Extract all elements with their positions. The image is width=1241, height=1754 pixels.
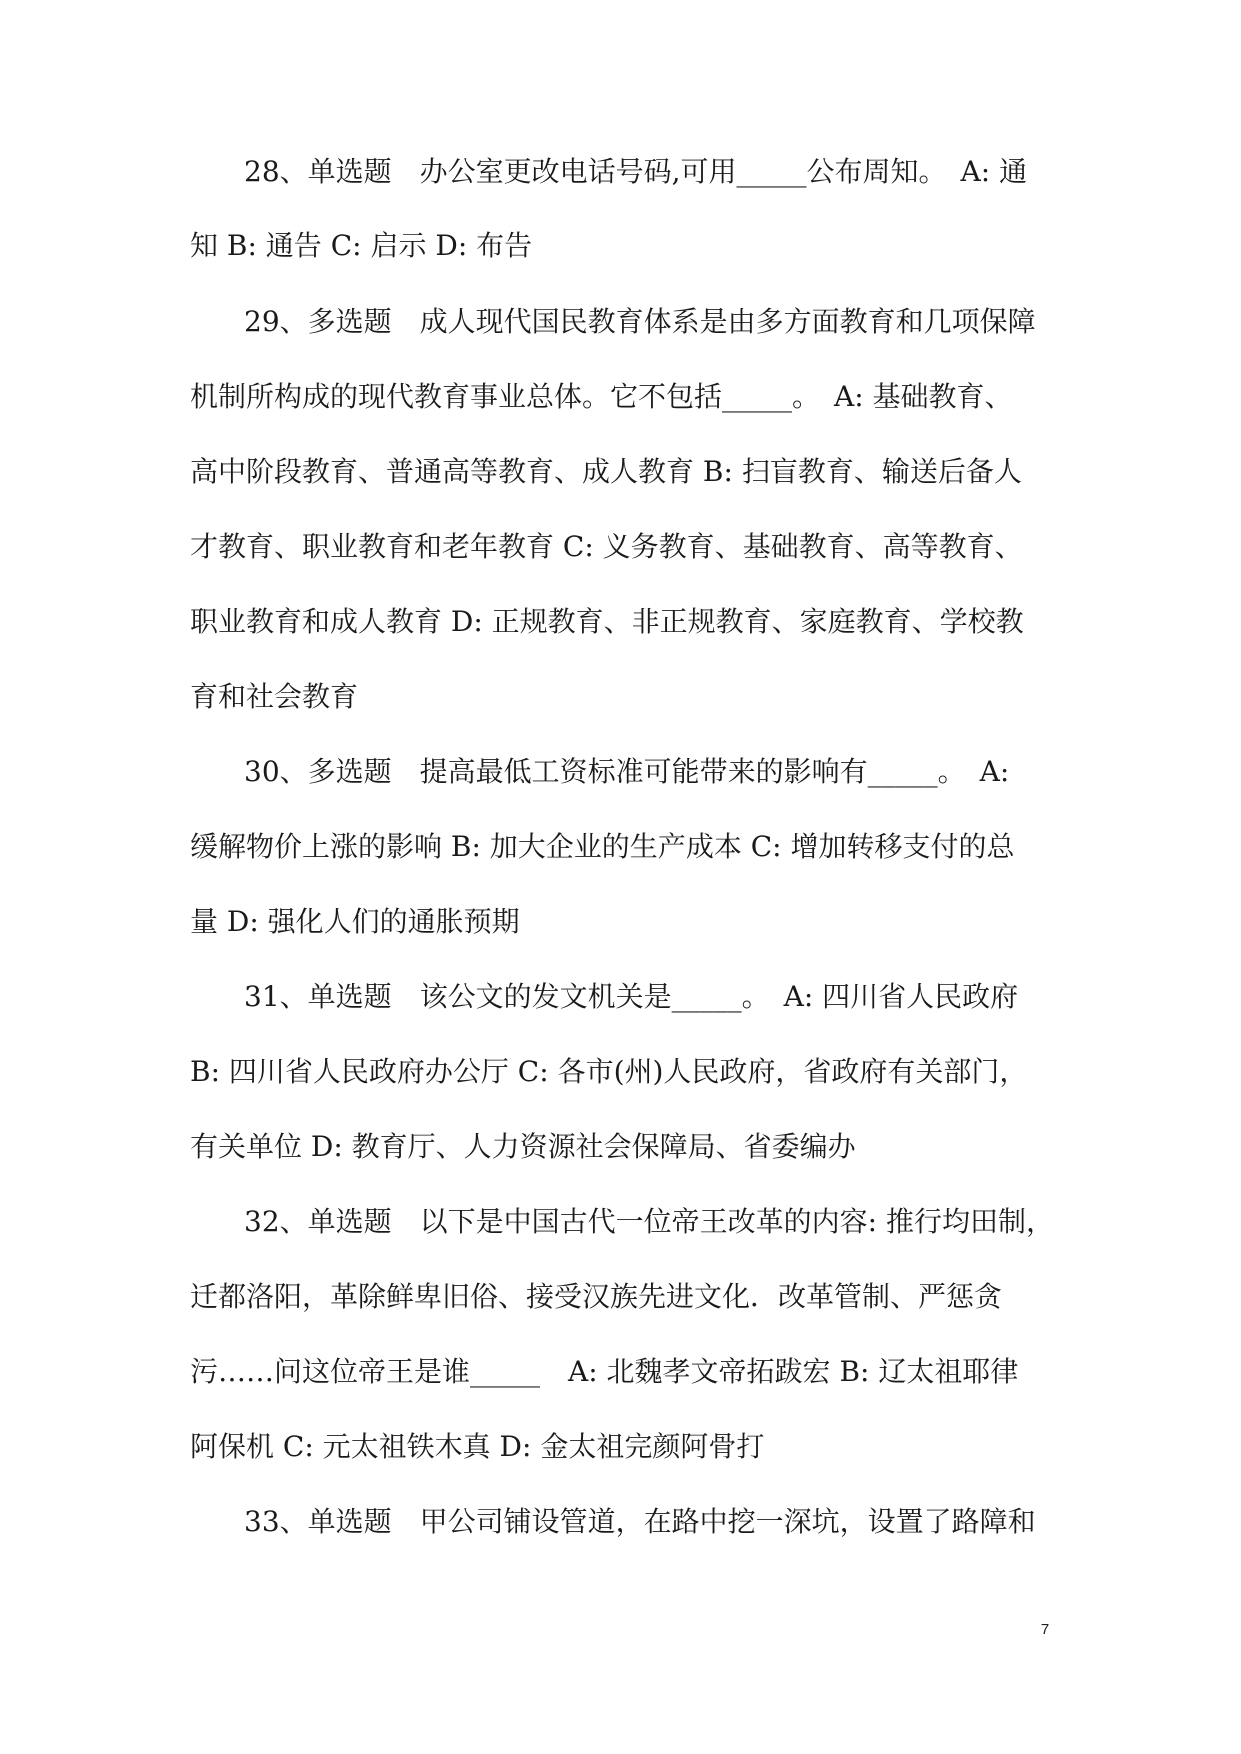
page-number: 7 <box>1040 1621 1050 1638</box>
text-line: 才教育、职业教育和老年教育 C: 义务教育、基础教育、高等教育、 <box>190 530 1023 563</box>
text-line: 知 B: 通告 C: 启示 D: 布告 <box>190 229 533 262</box>
text-line: 污……问这位帝王是谁_____ A: 北魏孝文帝拓跋宏 B: 辽太祖耶律 <box>190 1355 1019 1388</box>
text-line: 机制所构成的现代教育事业总体。它不包括_____。 A: 基础教育、 <box>190 380 1013 413</box>
text-line: 高中阶段教育、普通高等教育、成人教育 B: 扫盲教育、输送后备人 <box>190 455 1022 488</box>
text-line: 迁都洛阳，革除鲜卑旧俗、接受汉族先进文化．改革管制、严惩贪 <box>190 1280 1003 1313</box>
text-line: 有关单位 D: 教育厅、人力资源社会保障局、省委编办 <box>190 1130 856 1163</box>
text-line: 30、多选题 提高最低工资标准可能带来的影响有_____。 A: <box>244 755 1010 788</box>
text-line: 31、单选题 该公文的发文机关是_____。 A: 四川省人民政府 <box>244 980 1019 1013</box>
text-line: 缓解物价上涨的影响 B: 加大企业的生产成本 C: 增加转移支付的总 <box>190 830 1015 863</box>
text-line: B: 四川省人民政府办公厅 C: 各市(州)人民政府，省政府有关部门， <box>190 1055 1028 1088</box>
text-line: 阿保机 C: 元太祖铁木真 D: 金太祖完颜阿骨打 <box>190 1430 765 1463</box>
text-line: 28、单选题 办公室更改电话号码,可用_____公布周知。 A: 通 <box>244 155 1028 188</box>
text-line: 29、多选题 成人现代国民教育体系是由多方面教育和几项保障 <box>244 305 1036 338</box>
text-line: 32、单选题 以下是中国古代一位帝王改革的内容: 推行均田制， <box>244 1205 1054 1238</box>
text-line: 职业教育和成人教育 D: 正规教育、非正规教育、家庭教育、学校教 <box>190 605 1024 638</box>
text-line: 33、单选题 甲公司铺设管道，在路中挖一深坑，设置了路障和 <box>244 1505 1036 1538</box>
text-line: 育和社会教育 <box>190 680 359 713</box>
text-line: 量 D: 强化人们的通胀预期 <box>190 905 520 938</box>
